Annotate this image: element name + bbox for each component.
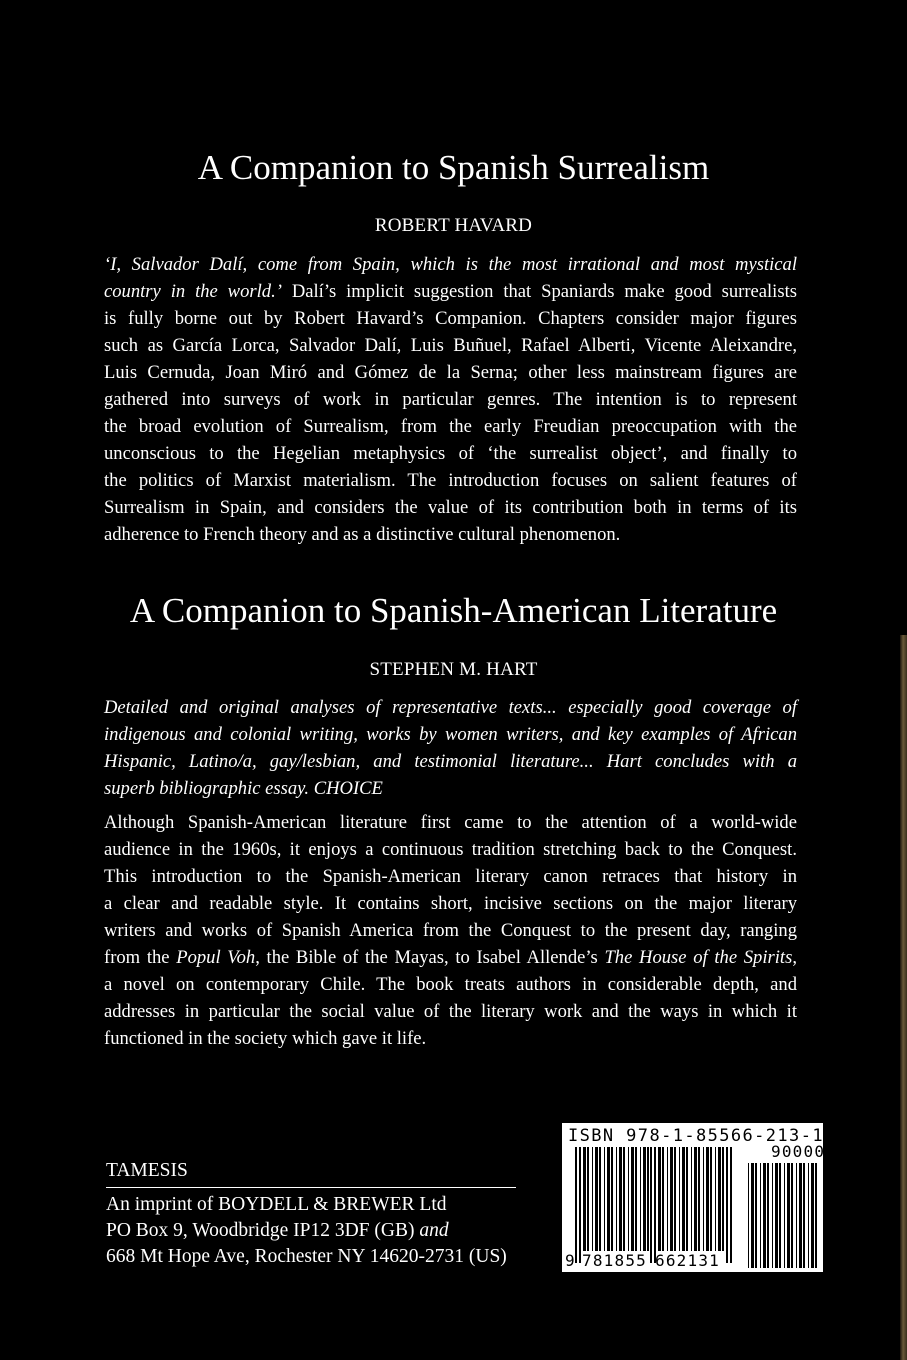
text-run: Although Spanish-American literature first came to the attention of a world-wide: [104, 812, 797, 833]
barcode-bar: [751, 1163, 754, 1268]
barcode-bar: [760, 1163, 761, 1268]
text-line: [104, 809, 797, 836]
barcode-bar: [623, 1147, 625, 1251]
book2-author: STEPHEN M. HART: [369, 659, 538, 680]
text-line: [104, 775, 797, 802]
text-line: [104, 1025, 797, 1052]
text-run: is fully borne out by Robert Havard’s Companion. Chapters consider major figures: [104, 308, 797, 329]
text-run: , the Bible of the Mayas, to Isabel Allende’s: [255, 947, 605, 968]
barcode-bar: [784, 1163, 785, 1268]
barcode-bar: [799, 1163, 802, 1268]
barcode-bar: [643, 1147, 646, 1251]
text-run: the politics of Marxist materialism. The introduction focuses on salient features of: [104, 470, 797, 491]
barcode-bar: [667, 1147, 668, 1251]
text-run: Surrealism in Spain, and considers the value of its contribution both in terms of its: [104, 497, 797, 518]
text-line: [104, 494, 797, 521]
publisher-block: [106, 1158, 546, 1270]
text-run: Dalí’s implicit suggestion that Spaniards make good surrealists: [281, 281, 797, 302]
barcode-bar: [583, 1147, 586, 1251]
barcode-bar: [796, 1163, 797, 1268]
barcode-group-1: 781855: [582, 1251, 647, 1270]
publisher-line-3: 668 Mt Hope Ave, Rochester NY 14620-2731 (US): [106, 1246, 507, 1267]
barcode-guard-bar: [730, 1147, 732, 1263]
book2-review-quote: [104, 694, 797, 802]
barcode-bar: [587, 1147, 589, 1251]
text-run: country in the world.’: [104, 281, 282, 302]
barcode-bar: [640, 1147, 641, 1251]
text-line: [104, 305, 797, 332]
text-line: [104, 694, 797, 721]
barcode-bar: [763, 1163, 766, 1268]
text-line: [104, 890, 797, 917]
text-run: Popul Voh: [176, 947, 256, 968]
barcode-bar: [710, 1147, 712, 1251]
barcode-group-2: 662131: [655, 1251, 720, 1270]
isbn-label: ISBN 978-1-85566-213-1: [568, 1126, 824, 1146]
barcode-bar: [686, 1147, 688, 1251]
page-edge: [900, 635, 907, 1360]
book1-author: ROBERT HAVARD: [374, 215, 533, 236]
text-run: Detailed and original analyses of representative texts... especially good coverage of: [104, 697, 797, 718]
barcode-bar: [595, 1147, 598, 1251]
text-line: [104, 251, 797, 278]
text-line: [104, 278, 797, 305]
barcode-bar: [803, 1163, 805, 1268]
book2-description: [104, 809, 797, 1052]
text-line: [104, 440, 797, 467]
publisher-line-1: An imprint of BOYDELL & BREWER Ltd: [106, 1194, 447, 1215]
text-run: a novel on contemporary Chile. The book treats authors in considerable depth, and: [104, 974, 797, 995]
barcode-bar: [694, 1147, 697, 1251]
text-run: This introduction to the Spanish-American literary canon retraces that history in: [104, 866, 797, 887]
barcode-bar: [599, 1147, 601, 1251]
text-line: [104, 386, 797, 413]
text-line: [104, 863, 797, 890]
text-run: The House of the Spirits: [604, 947, 793, 968]
barcode-lead-digit: 9: [565, 1251, 576, 1270]
text-line: [104, 944, 797, 971]
publisher-line-2: PO Box 9, Woodbridge IP12 3DF (GB) and: [106, 1220, 449, 1241]
imprint-name: TAMESIS: [106, 1158, 516, 1188]
text-line: [104, 467, 797, 494]
text-run: superb bibliographic essay. CHOICE: [104, 778, 383, 799]
text-run: writers and works of Spanish America from the Conquest to the present day, ranging: [104, 920, 797, 941]
barcode-bar: [619, 1147, 622, 1251]
barcode-guard-bar: [579, 1147, 581, 1263]
text-run: addresses in particular the social value of the literary work and the ways in which it: [104, 1001, 797, 1022]
text-run: Hispanic, Latino/a, gay/lesbian, and testimonial literature... Hart concludes with a: [104, 751, 797, 772]
barcode-bar: [718, 1147, 721, 1251]
barcode-bar: [691, 1147, 692, 1251]
barcode-bar: [772, 1163, 773, 1268]
barcode-bar: [682, 1147, 685, 1251]
text-line: [104, 521, 797, 548]
barcode-bar: [811, 1163, 814, 1268]
barcode-guard-bar: [726, 1147, 728, 1263]
barcode-bar: [703, 1147, 704, 1251]
text-run: audience in the 1960s, it enjoys a continuous tradition stretching back to the Conquest.: [104, 839, 797, 860]
text-line: [104, 332, 797, 359]
barcode-bar: [631, 1147, 634, 1251]
barcode-bar: [674, 1147, 676, 1251]
text-line: [104, 917, 797, 944]
barcode-bar: [791, 1163, 793, 1268]
barcode-bar: [779, 1163, 781, 1268]
text-run: Luis Cernuda, Joan Miró and Gómez de la Serna; other less mainstream figures are: [104, 362, 797, 383]
text-run: ‘I, Salvador Dalí, come from Spain, which is the most irrational and most mystical: [104, 254, 797, 275]
text-line: [104, 748, 797, 775]
text-line: [104, 998, 797, 1025]
barcode-bar: [755, 1163, 757, 1268]
barcode-bar: [628, 1147, 629, 1251]
barcode-bar: [787, 1163, 790, 1268]
barcode-bar: [592, 1147, 593, 1251]
barcode-bar: [679, 1147, 680, 1251]
barcode-bar: [767, 1163, 769, 1268]
text-run: adherence to French theory and as a distinctive cultural phenomenon.: [104, 524, 621, 545]
barcode-guard-bar: [650, 1147, 652, 1263]
text-run: from the: [104, 947, 177, 968]
text-run: gathered into surveys of work in particular genres. The intention is to represent: [104, 389, 797, 410]
barcode-bar: [604, 1147, 605, 1251]
barcode-bar: [662, 1147, 664, 1251]
barcode-bar: [698, 1147, 700, 1251]
barcode-bar: [722, 1147, 724, 1251]
barcode-bar: [775, 1163, 778, 1268]
text-run: such as García Lorca, Salvador Dalí, Luis Buñuel, Rafael Alberti, Vicente Aleixandre,: [104, 335, 797, 356]
text-run: ,: [792, 947, 797, 968]
book1-title: A Companion to Spanish Surrealism: [197, 148, 710, 187]
text-run: indigenous and colonial writing, works by women writers, and key examples of African: [104, 724, 797, 745]
text-run: the broad evolution of Surrealism, from the early Freudian preoccupation with the: [104, 416, 797, 437]
book1-description: [104, 251, 797, 548]
barcode-bar: [706, 1147, 709, 1251]
text-run: a clear and readable style. It contains short, incisive sections on the major literary: [104, 893, 797, 914]
text-run: unconscious to the Hegelian metaphysics of ‘the surrealist object’, and finally to: [104, 443, 797, 464]
barcode-guard-bar: [575, 1147, 577, 1263]
barcode-bar: [647, 1147, 649, 1251]
barcode-bar: [815, 1163, 817, 1268]
book2-title: A Companion to Spanish-American Literature: [129, 591, 778, 630]
text-line: [104, 971, 797, 998]
barcode-bar: [611, 1147, 613, 1251]
isbn-barcode: [562, 1123, 826, 1272]
text-line: [104, 413, 797, 440]
text-line: [104, 359, 797, 386]
barcode-bar: [607, 1147, 610, 1251]
text-run: functioned in the society which gave it life.: [104, 1028, 427, 1049]
barcode-price-code: 90000: [771, 1142, 826, 1161]
barcode-bar: [670, 1147, 673, 1251]
barcode-bar: [616, 1147, 617, 1251]
barcode-bar: [715, 1147, 716, 1251]
barcode-bar: [658, 1147, 661, 1251]
barcode-bar: [635, 1147, 637, 1251]
barcode-bar: [748, 1163, 749, 1268]
barcode-bar: [808, 1163, 809, 1268]
barcode-guard-bar: [654, 1147, 656, 1263]
text-line: [104, 721, 797, 748]
text-line: [104, 836, 797, 863]
